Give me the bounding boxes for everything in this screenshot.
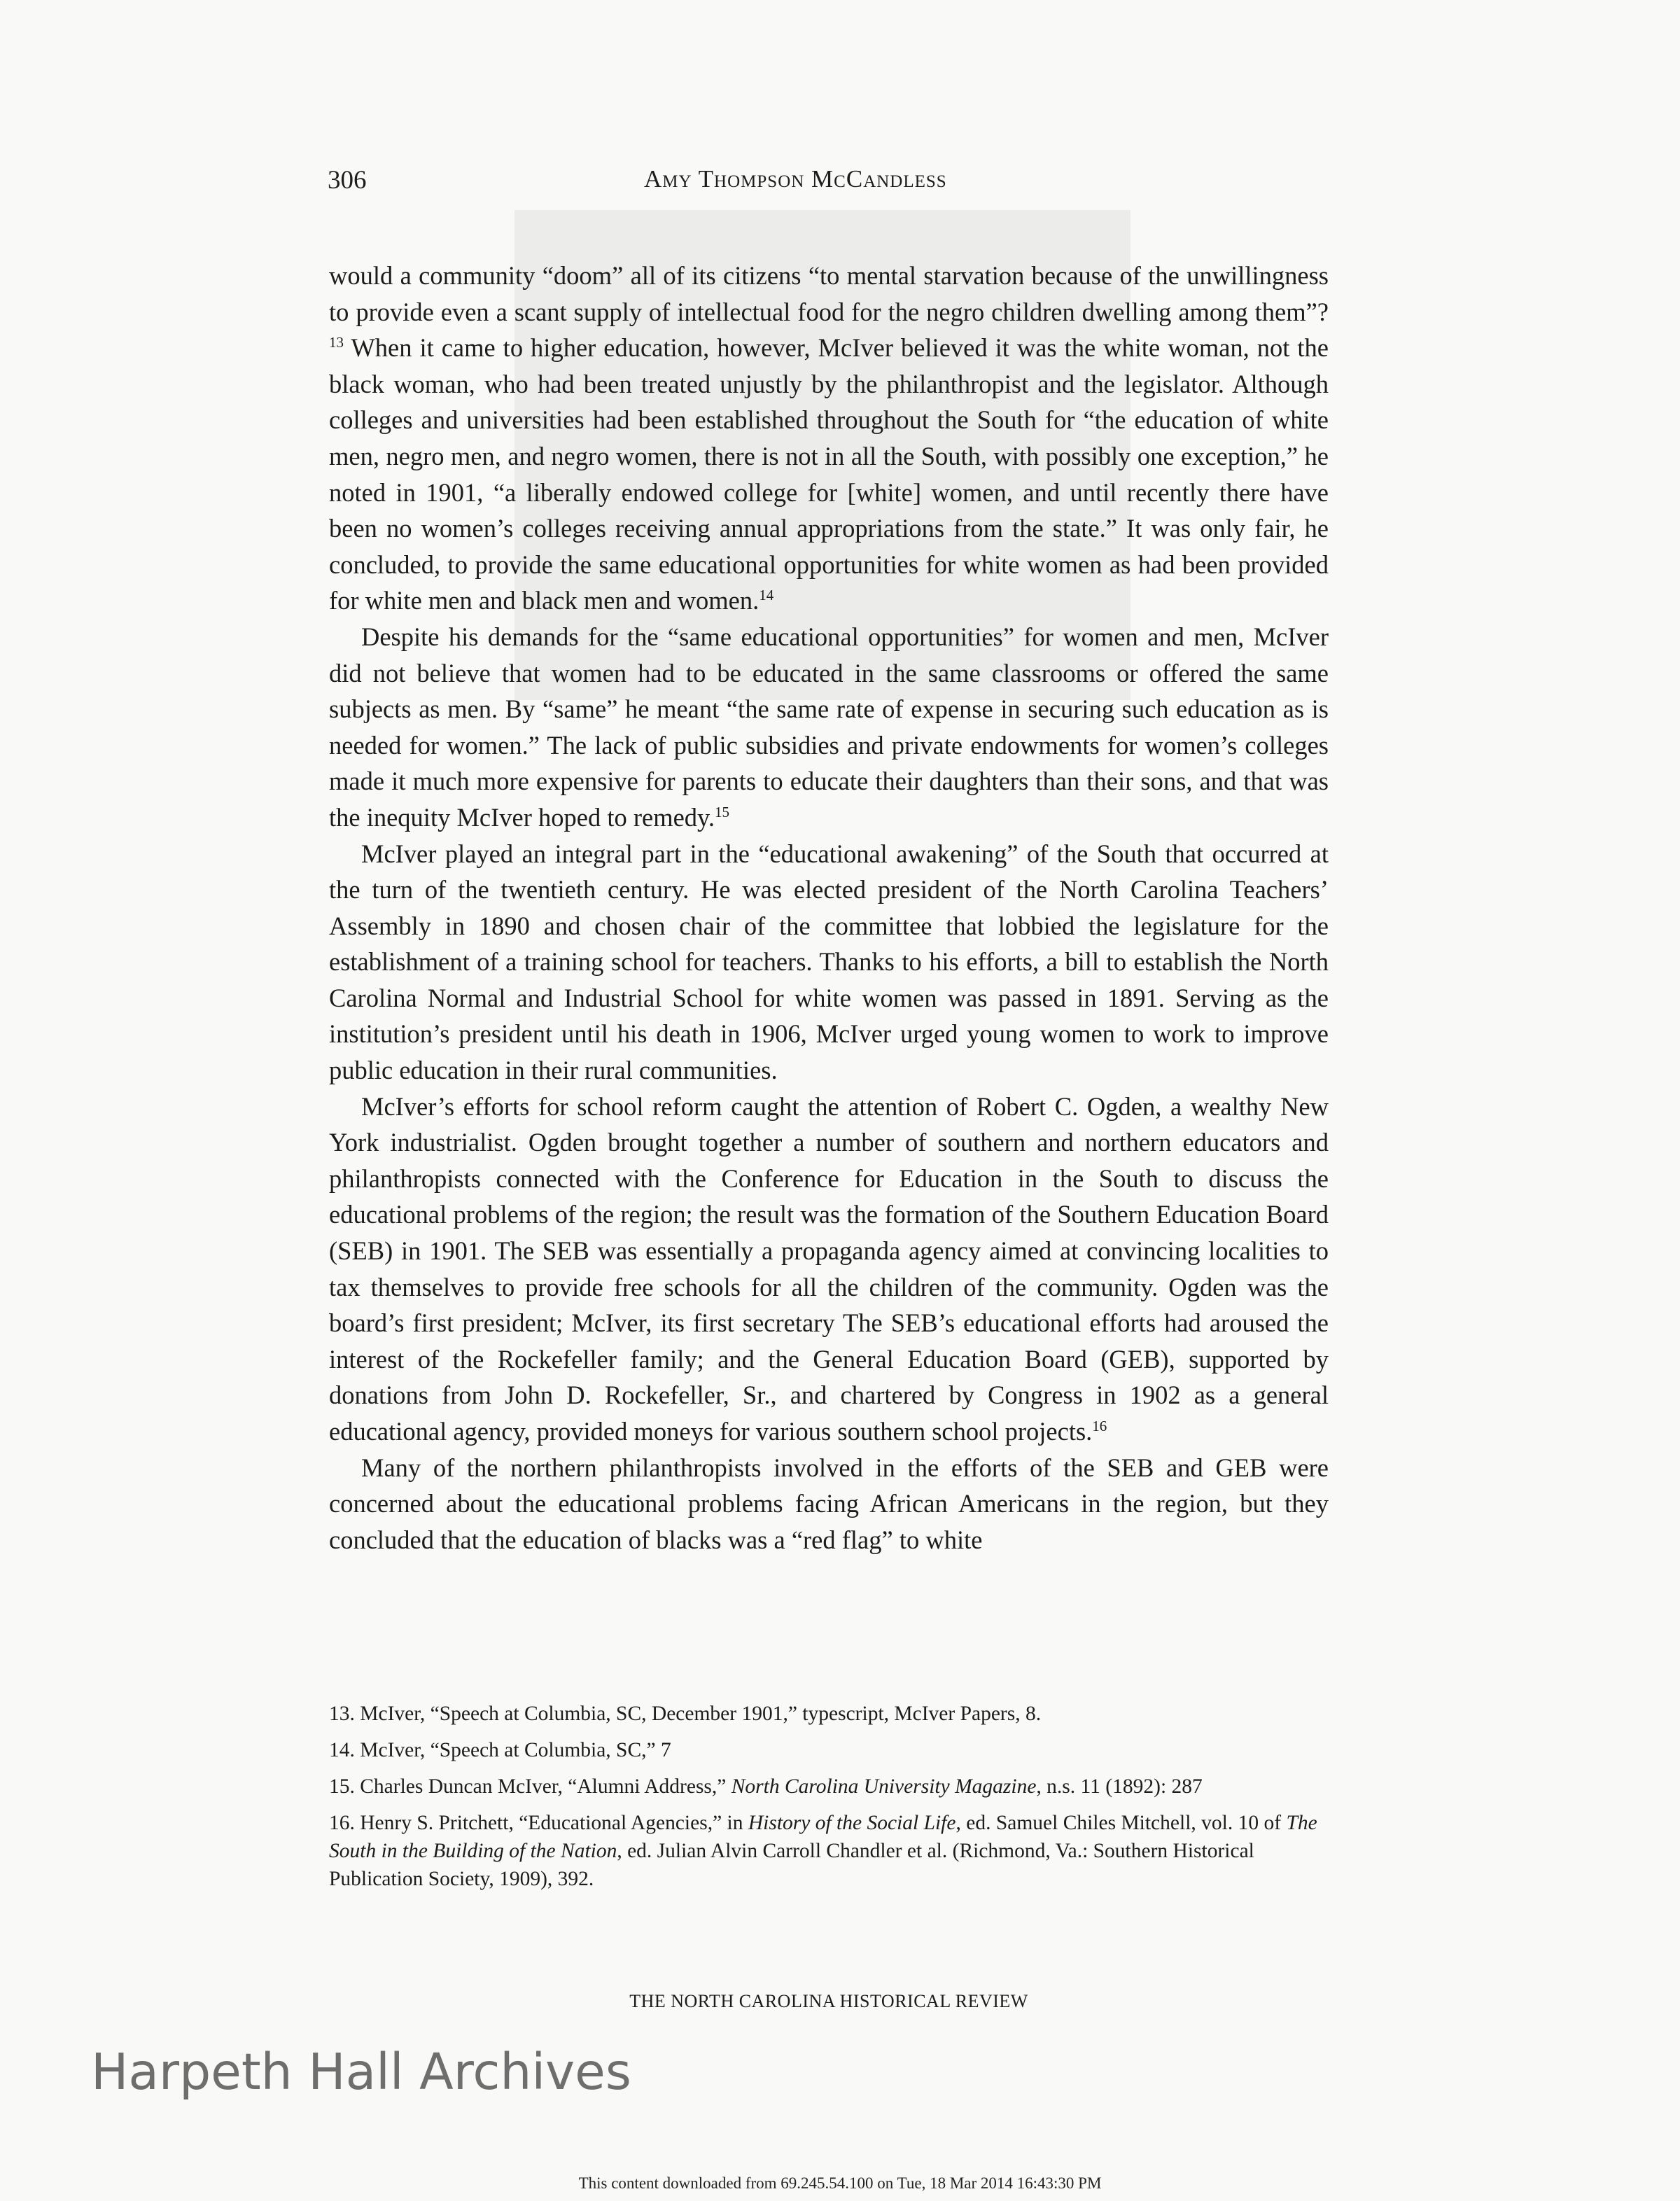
body-paragraph: McIver’s efforts for school reform caught the attention of Robert C. Ogden, a wealthy New York industrialist. Ogden brought together a number of southern and northern educators and philanthropists connected with the Conference for Education in the South to discuss the educational problems of the region; the result was the formation of the Southern Education Board (SEB) in 1901. The SEB was essentially a propaganda agency aimed at convincing localities to tax themselves to provide free schools for all the children of the community. Ogden was the board’s first president; McIver, its first secretary The SEB’s educational efforts had aroused the interest of the Rockefeller family; and the General Education Board (GEB), supported by donations from John D. Rockefeller, Sr., and chartered by Congress in 1902 as a general educational agency, provided moneys for various southern school projects.$^{16}$ [329,1091,1329,1446]
body-paragraph: Despite his demands for the “same educational opportunities” for women and men, McIver did not believe that women had to be educated in the same classrooms or offered the same subjects as men. By “same” he meant “the same rate of expense in securing such education as is needed for women.” The lack of public subsidies and private endowments for women’s colleges made it much more expensive for parents to educate their daughters than their sons, and that was the inequity McIver hoped to remedy.$^{15}$ [329,622,1329,832]
footnote-reference: 16 [1092,1418,1107,1434]
body-paragraph: Many of the northern philanthropists involved in the efforts of the SEB and GEB were concerned about the educational problems facing African Americans in the region, but they concluded that the education of blacks was a “red flag” to white [329,1453,1329,1554]
footnotes [329,1700,1329,1901]
footnote: 16. Henry S. Pritchett, “Educational Agencies,” in History of the Social Life, ed. Samuel Chiles Mitchell, vol. 10 of The South in the Building of the Nation, ed. Julian Alvin Carroll Chandler et al. (Richmond, Va.: Southern Historical Publication Society, 1909), 392. [329,1812,1317,1890]
footnote-reference: 15 [715,803,730,820]
footnote-reference: 13 [329,334,344,351]
italic-title: The South in the Building of the Nation [329,1812,1317,1862]
footnote-reference: 14 [759,587,774,604]
article-body [329,258,1329,1558]
italic-title: North Carolina University Magazine [731,1775,1037,1798]
body-paragraph: McIver played an integral part in the “educational awakening” of the South that occurred at the turn of the twentieth century. He was elected president of the North Carolina Teachers’ Assembly in 1890 and chosen chair of the committee that lobbied the legislature for the establishment of a training school for teachers. Thanks to his efforts, a bill to establish the North Carolina Normal and Industrial School for white women was passed in 1891. Serving as the institution’s president until his death in 1906, McIver urged young women to work to improve public education in their rural communities. [329,839,1329,1085]
body-paragraph: would a community “doom” all of its citizens “to mental starvation because of the unwillingness to provide even a scant supply of intellectual food for the negro children dwelling among them”?$^{13}$ When it came to higher education, however, McIver believed it was the white woman, not the black woman, who had been treated unjustly by the philanthropist and the legislator. Although colleges and universities had been established throughout the South for “the education of white men, negro men, and negro women, there is not in all the South, with possibly one exception,” he noted in 1901, “a liberally endowed college for [white] women, and until recently there have been no women’s colleges receiving annual appropriations from the state.” It was only fair, he concluded, to provide the same educational opportunities for white women as had been provided for white men and black men and women.$^{14}$ [329,261,1329,615]
download-notice: This content downloaded from 69.245.54.100 on Tue, 18 Mar 2014 16:43:30 PM [578,2174,1102,2192]
footnote: 14. McIver, “Speech at Columbia, SC,” 7 [329,1739,671,1761]
footnote: 15. Charles Duncan McIver, “Alumni Address,” North Carolina University Magazine, n.s. 11 (1892): 287 [329,1775,1203,1798]
running-head: Amy Thompson McCandless [644,165,947,193]
italic-title: History of the Social Life [748,1812,956,1834]
footnote: 13. McIver, “Speech at Columbia, SC, December 1901,” typescript, McIver Papers, 8. [329,1703,1042,1725]
page-number: 306 [328,166,367,195]
journal-footer: THE NORTH CAROLINA HISTORICAL REVIEW [629,1991,1028,2011]
archive-watermark: Harpeth Hall Archives [91,2043,631,2101]
